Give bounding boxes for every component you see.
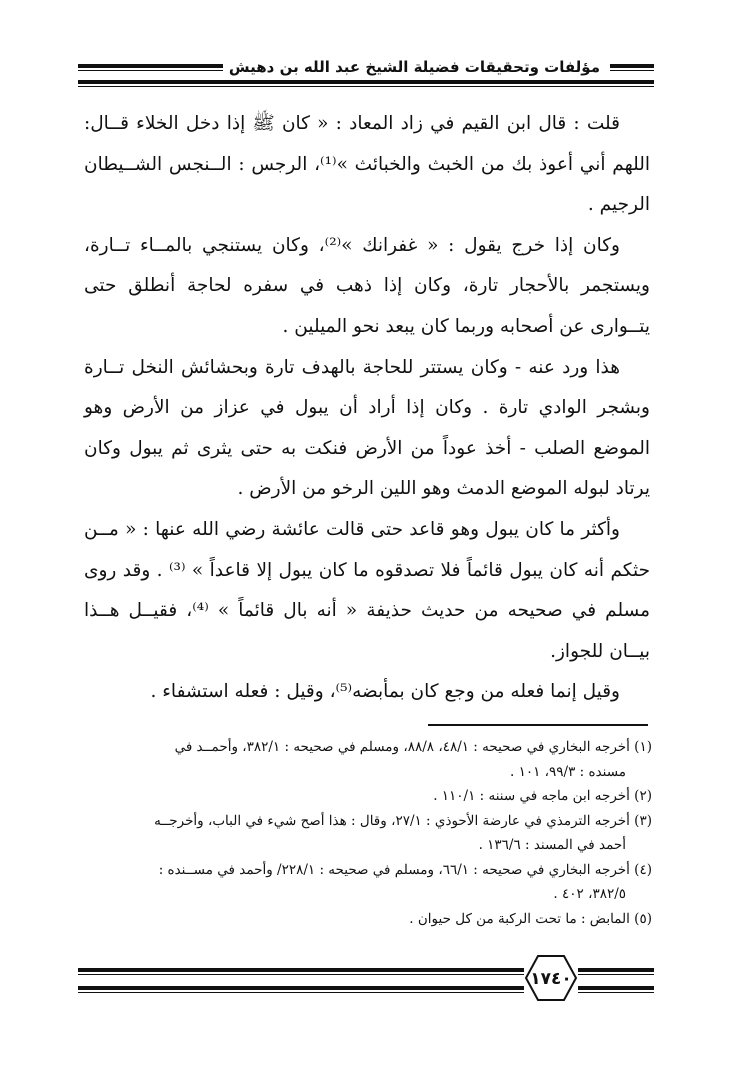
header-rule: [78, 80, 654, 84]
footnote-1-continuation: مسنده : ٩٩/٣، ١٠١ .: [510, 763, 626, 780]
footnote-4-continuation: ٣٨٢/٥، ٤٠٢ .: [553, 886, 626, 902]
footnote-2: (٢) أخرجه ابن ماجه في سننه : ١١٠/١ .: [433, 788, 652, 804]
header-rule: [78, 86, 654, 87]
main-text: [84, 104, 650, 713]
footer-rule: [78, 986, 524, 990]
footnote-1: (١) أخرجه البخاري في صحيحه : ٤٨/١، ٨٨/٨، ومسلم في صحيحه : ٣٨٢/١، وأحمــد في: [174, 739, 652, 755]
footer-rule: [78, 974, 524, 975]
footer-rule: [78, 992, 524, 993]
footnote-separator: [428, 724, 648, 726]
running-header: [78, 56, 654, 90]
paragraph: وأكثر ما كان يبول وهو قاعد حتى قالت عائشة رضي الله عنها : « مــن حثكم أنه كان يبول قائماً فلا تصدقوه ما كان يبول إلا قاعداً » ⁽³⁾ . وقد روى مسلم في صحيحه من حديث حذيفة « أنه بال قائماً » ⁽⁴⁾، فقيــل هــذا بيــان للجواز.: [84, 518, 651, 662]
footnote-5: (٥) المابض : ما تحت الركبة من كل حيوان .: [409, 910, 652, 927]
header-rule: [610, 64, 654, 68]
footnote-3: (٣) أخرجه الترمذي في عارضة الأحوذي : ٢٧/١، وقال : هذا أصح شيء في الباب، وأخرجــه: [154, 812, 652, 829]
footnote-4: (٤) أخرجه البخاري في صحيحه : ٦٦/١، ومسلم في صحيحه : ٢٢٨/١/ وأحمد في مســنده :: [158, 861, 652, 878]
paragraph: قلت : قال ابن القيم في زاد المعاد : « كان ﷺ إذا دخل الخلاء قــال: اللهم أني أعوذ بك من الخبث والخبائث »⁽¹⁾، الرجس : الــنجس الشــيطان الرجيم .: [84, 113, 650, 216]
paragraph: وقيل إنما فعله من وجع كان بمأبضه⁽⁵⁾، وقيل : فعله استشفاء .: [150, 681, 620, 703]
footnote-3-continuation: أحمد في المسند : ١٣٦/٦ .: [478, 837, 626, 853]
header-title: مؤلفات وتحقيقات فضيلة الشيخ عبد الله بن دهيش: [223, 58, 606, 76]
footnotes: [78, 735, 652, 931]
paragraph: وكان إذا خرج يقول : « غفرانك »⁽²⁾، وكان يستنجي بالمــاء تــارة، ويستجمر بالأحجار تارة، وكان إذا ذهب في سفره لحاجة أنطلق حتى يتــوارى عن أصحابه وربما كان يبعد نحو الميلين .: [84, 234, 650, 337]
paragraph: هذا ورد عنه - وكان يستتر للحاجة بالهدف تارة وبحشائش النخل تــارة وبشجر الوادي تارة . وكان إذا أراد أن يبول في عزاز من الأرض وهو الموضع الصلب - أخذ عوداً من الأرض فنكت به حتى يثرى ثم يبول وكان يرتاد لبوله الموضع الدمث وهو اللين الرخو من الأرض .: [84, 356, 650, 500]
page-number: ١٧٤٠: [530, 969, 572, 989]
header-rule: [610, 70, 654, 71]
footer-rule: [78, 968, 524, 972]
